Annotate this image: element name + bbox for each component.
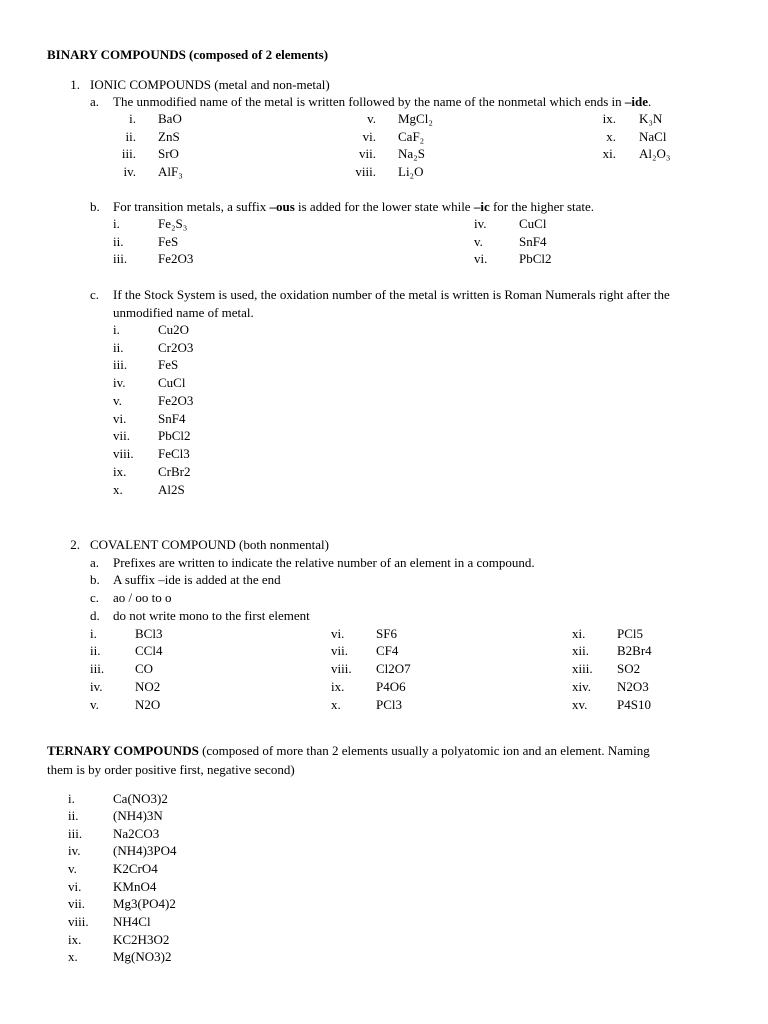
covalent-formula: B2Br4 xyxy=(617,643,652,658)
ternary-desc: (composed of more than 2 elements usually a polyatomic ion and an element. Naming xyxy=(198,743,650,758)
covalent-num: viii. xyxy=(331,661,352,676)
ternary-formula: (NH4)3PO4 xyxy=(113,843,177,858)
ionic-b-formula: PbCl2 xyxy=(519,251,552,266)
covalent-formula: P4S10 xyxy=(617,697,651,712)
ternary-num: viii. xyxy=(68,914,89,929)
ionic-c-formula: Fe2O3 xyxy=(158,393,194,408)
ternary-num: v. xyxy=(68,861,77,876)
ionic-a-num: vii. xyxy=(359,146,376,161)
ternary-heading-line xyxy=(47,743,650,759)
ternary-formula: Na2CO3 xyxy=(113,826,160,841)
ionic-a-formula: Al₂O₃ xyxy=(639,146,671,161)
ternary-formula: (NH4)3N xyxy=(113,808,163,823)
ionic-a-num: ix. xyxy=(602,111,616,126)
ionic-c-num: ix. xyxy=(113,464,127,479)
ionic-c-num: vi. xyxy=(113,411,127,426)
covalent-formula: SO2 xyxy=(617,661,641,676)
ionic-b-num: iv. xyxy=(474,216,487,231)
ionic-a-formula: K₃N xyxy=(639,111,663,126)
ionic-b-formula: FeS xyxy=(158,234,179,249)
ionic-c-formula: CuCl xyxy=(158,375,186,390)
covalent-formula: N2O xyxy=(135,697,161,712)
covalent-num: xi. xyxy=(572,626,586,641)
ionic-c-text: unmodified name of metal. xyxy=(113,305,254,320)
ionic-c-formula: CrBr2 xyxy=(158,464,191,479)
covalent-num: xiii. xyxy=(572,661,593,676)
ionic-a-formula: BaO xyxy=(158,111,182,126)
ternary-num: i. xyxy=(68,791,75,806)
ionic-a-num: ii. xyxy=(125,129,136,144)
ionic-a-formula: AlF₃ xyxy=(158,164,183,179)
covalent-rule-text: A suffix –ide is added at the end xyxy=(113,572,281,587)
ionic-a-formula: SrO xyxy=(158,146,179,161)
ionic-c-num: i. xyxy=(113,322,120,337)
ionic-c-text: If the Stock System is used, the oxidation number of the metal is written is Roman Numerals right after the xyxy=(113,287,670,302)
ionic-b-num: vi. xyxy=(474,251,488,266)
ionic-b-formula: Fe2O3 xyxy=(158,251,194,266)
ionic-b-num: ii. xyxy=(113,234,124,249)
covalent-num: i. xyxy=(90,626,97,641)
covalent-formula: N2O3 xyxy=(617,679,649,694)
ionic-a-formula: NaCl xyxy=(639,129,667,144)
ionic-c-formula: PbCl2 xyxy=(158,428,191,443)
covalent-num: iv. xyxy=(90,679,103,694)
ternary-num: ii. xyxy=(68,808,79,823)
covalent-num: x. xyxy=(331,697,341,712)
covalent-num: ii. xyxy=(90,643,101,658)
covalent-formula: Cl2O7 xyxy=(376,661,411,676)
ternary-desc-line2: them is by order positive first, negative second) xyxy=(47,762,295,777)
ionic-title: IONIC COMPOUNDS (metal and non-metal) xyxy=(90,77,330,92)
covalent-formula: CO xyxy=(135,661,154,676)
ternary-heading: TERNARY COMPOUNDS xyxy=(47,743,199,758)
ionic-c-num: viii. xyxy=(113,446,134,461)
covalent-rule-text: ao / oo to o xyxy=(113,590,172,605)
ionic-a-formula: CaF₂ xyxy=(398,129,425,144)
ionic-a-formula: Na₂S xyxy=(398,146,425,161)
ionic-c-formula: FeS xyxy=(158,357,179,372)
ionic-a-letter: a. xyxy=(90,94,100,109)
covalent-formula: CCl4 xyxy=(135,643,163,658)
covalent-formula: BCl3 xyxy=(135,626,163,641)
ionic-c-num: vii. xyxy=(113,428,130,443)
covalent-rule-text: do not write mono to the first element xyxy=(113,608,310,623)
covalent-num: vi. xyxy=(331,626,345,641)
covalent-formula: PCl3 xyxy=(376,697,403,712)
ionic-c-num: v. xyxy=(113,393,122,408)
ternary-num: vii. xyxy=(68,896,85,911)
ionic-b-num: i. xyxy=(113,216,120,231)
ternary-formula: KC2H3O2 xyxy=(113,932,170,947)
ionic-a-num: xi. xyxy=(602,146,616,161)
binary-heading: BINARY COMPOUNDS (composed of 2 elements) xyxy=(47,47,329,62)
ternary-formula: K2CrO4 xyxy=(113,861,158,876)
covalent-num: vii. xyxy=(331,643,348,658)
covalent-title: COVALENT COMPOUND (both nonmental) xyxy=(90,537,329,552)
ternary-num: iii. xyxy=(68,826,83,841)
ionic-c-formula: Al2S xyxy=(158,482,185,497)
ionic-a-num: iv. xyxy=(123,164,136,179)
covalent-formula: P4O6 xyxy=(376,679,406,694)
ionic-b-num: v. xyxy=(474,234,483,249)
ionic-a-formula: MgCl₂ xyxy=(398,111,433,126)
ionic-c-num: ii. xyxy=(113,340,124,355)
ionic-b-letter: b. xyxy=(90,199,100,214)
covalent-num: xiv. xyxy=(572,679,592,694)
ionic-a-formula: Li₂O xyxy=(398,164,424,179)
ionic-b-formula: Fe₂S₃ xyxy=(158,216,188,231)
covalent-formula: SF6 xyxy=(376,626,397,641)
ionic-a-num: v. xyxy=(367,111,376,126)
ternary-formula: NH4Cl xyxy=(113,914,151,929)
ionic-a-num: viii. xyxy=(355,164,376,179)
ionic-c-formula: Cu2O xyxy=(158,322,190,337)
ionic-b-num: iii. xyxy=(113,251,128,266)
ionic-a-num: x. xyxy=(606,129,616,144)
covalent-formula: CF4 xyxy=(376,643,399,658)
ternary-formula: Mg3(PO4)2 xyxy=(113,896,176,911)
covalent-num: xv. xyxy=(572,697,588,712)
ionic-a-num: i. xyxy=(129,111,136,126)
ionic-number: 1. xyxy=(70,77,80,92)
ionic-c-letter: c. xyxy=(90,287,100,302)
ionic-c-num: iv. xyxy=(113,375,126,390)
ternary-num: ix. xyxy=(68,932,82,947)
covalent-rule-letter: b. xyxy=(90,572,100,587)
ternary-num: iv. xyxy=(68,843,81,858)
ternary-num: x. xyxy=(68,949,78,964)
ionic-c-formula: Cr2O3 xyxy=(158,340,194,355)
covalent-formula: NO2 xyxy=(135,679,161,694)
ionic-a-text: The unmodified name of the metal is written followed by the name of the nonmetal which ends in –ide. xyxy=(113,94,652,109)
ternary-formula: KMnO4 xyxy=(113,879,157,894)
covalent-num: iii. xyxy=(90,661,105,676)
covalent-formula: PCl5 xyxy=(617,626,644,641)
covalent-rule-letter: c. xyxy=(90,590,100,605)
covalent-num: v. xyxy=(90,697,99,712)
ternary-formula: Ca(NO3)2 xyxy=(113,791,168,806)
ionic-c-formula: SnF4 xyxy=(158,411,186,426)
covalent-rule-text: Prefixes are written to indicate the relative number of an element in a compound. xyxy=(113,555,535,570)
ionic-c-formula: FeCl3 xyxy=(158,446,190,461)
ionic-b-formula: SnF4 xyxy=(519,234,547,249)
ionic-a-num: vi. xyxy=(362,129,376,144)
ionic-b-text: For transition metals, a suffix –ous is added for the lower state while –ic for the higher state. xyxy=(113,199,595,214)
covalent-num: xii. xyxy=(572,643,589,658)
ternary-formula: Mg(NO3)2 xyxy=(113,949,172,964)
covalent-number: 2. xyxy=(70,537,80,552)
ionic-a-num: iii. xyxy=(121,146,136,161)
covalent-rule-letter: d. xyxy=(90,608,100,623)
ionic-c-num: x. xyxy=(113,482,123,497)
ternary-num: vi. xyxy=(68,879,82,894)
ionic-a-formula: ZnS xyxy=(158,129,180,144)
ionic-b-formula: CuCl xyxy=(519,216,547,231)
ionic-c-num: iii. xyxy=(113,357,128,372)
covalent-num: ix. xyxy=(331,679,345,694)
covalent-rule-letter: a. xyxy=(90,555,100,570)
